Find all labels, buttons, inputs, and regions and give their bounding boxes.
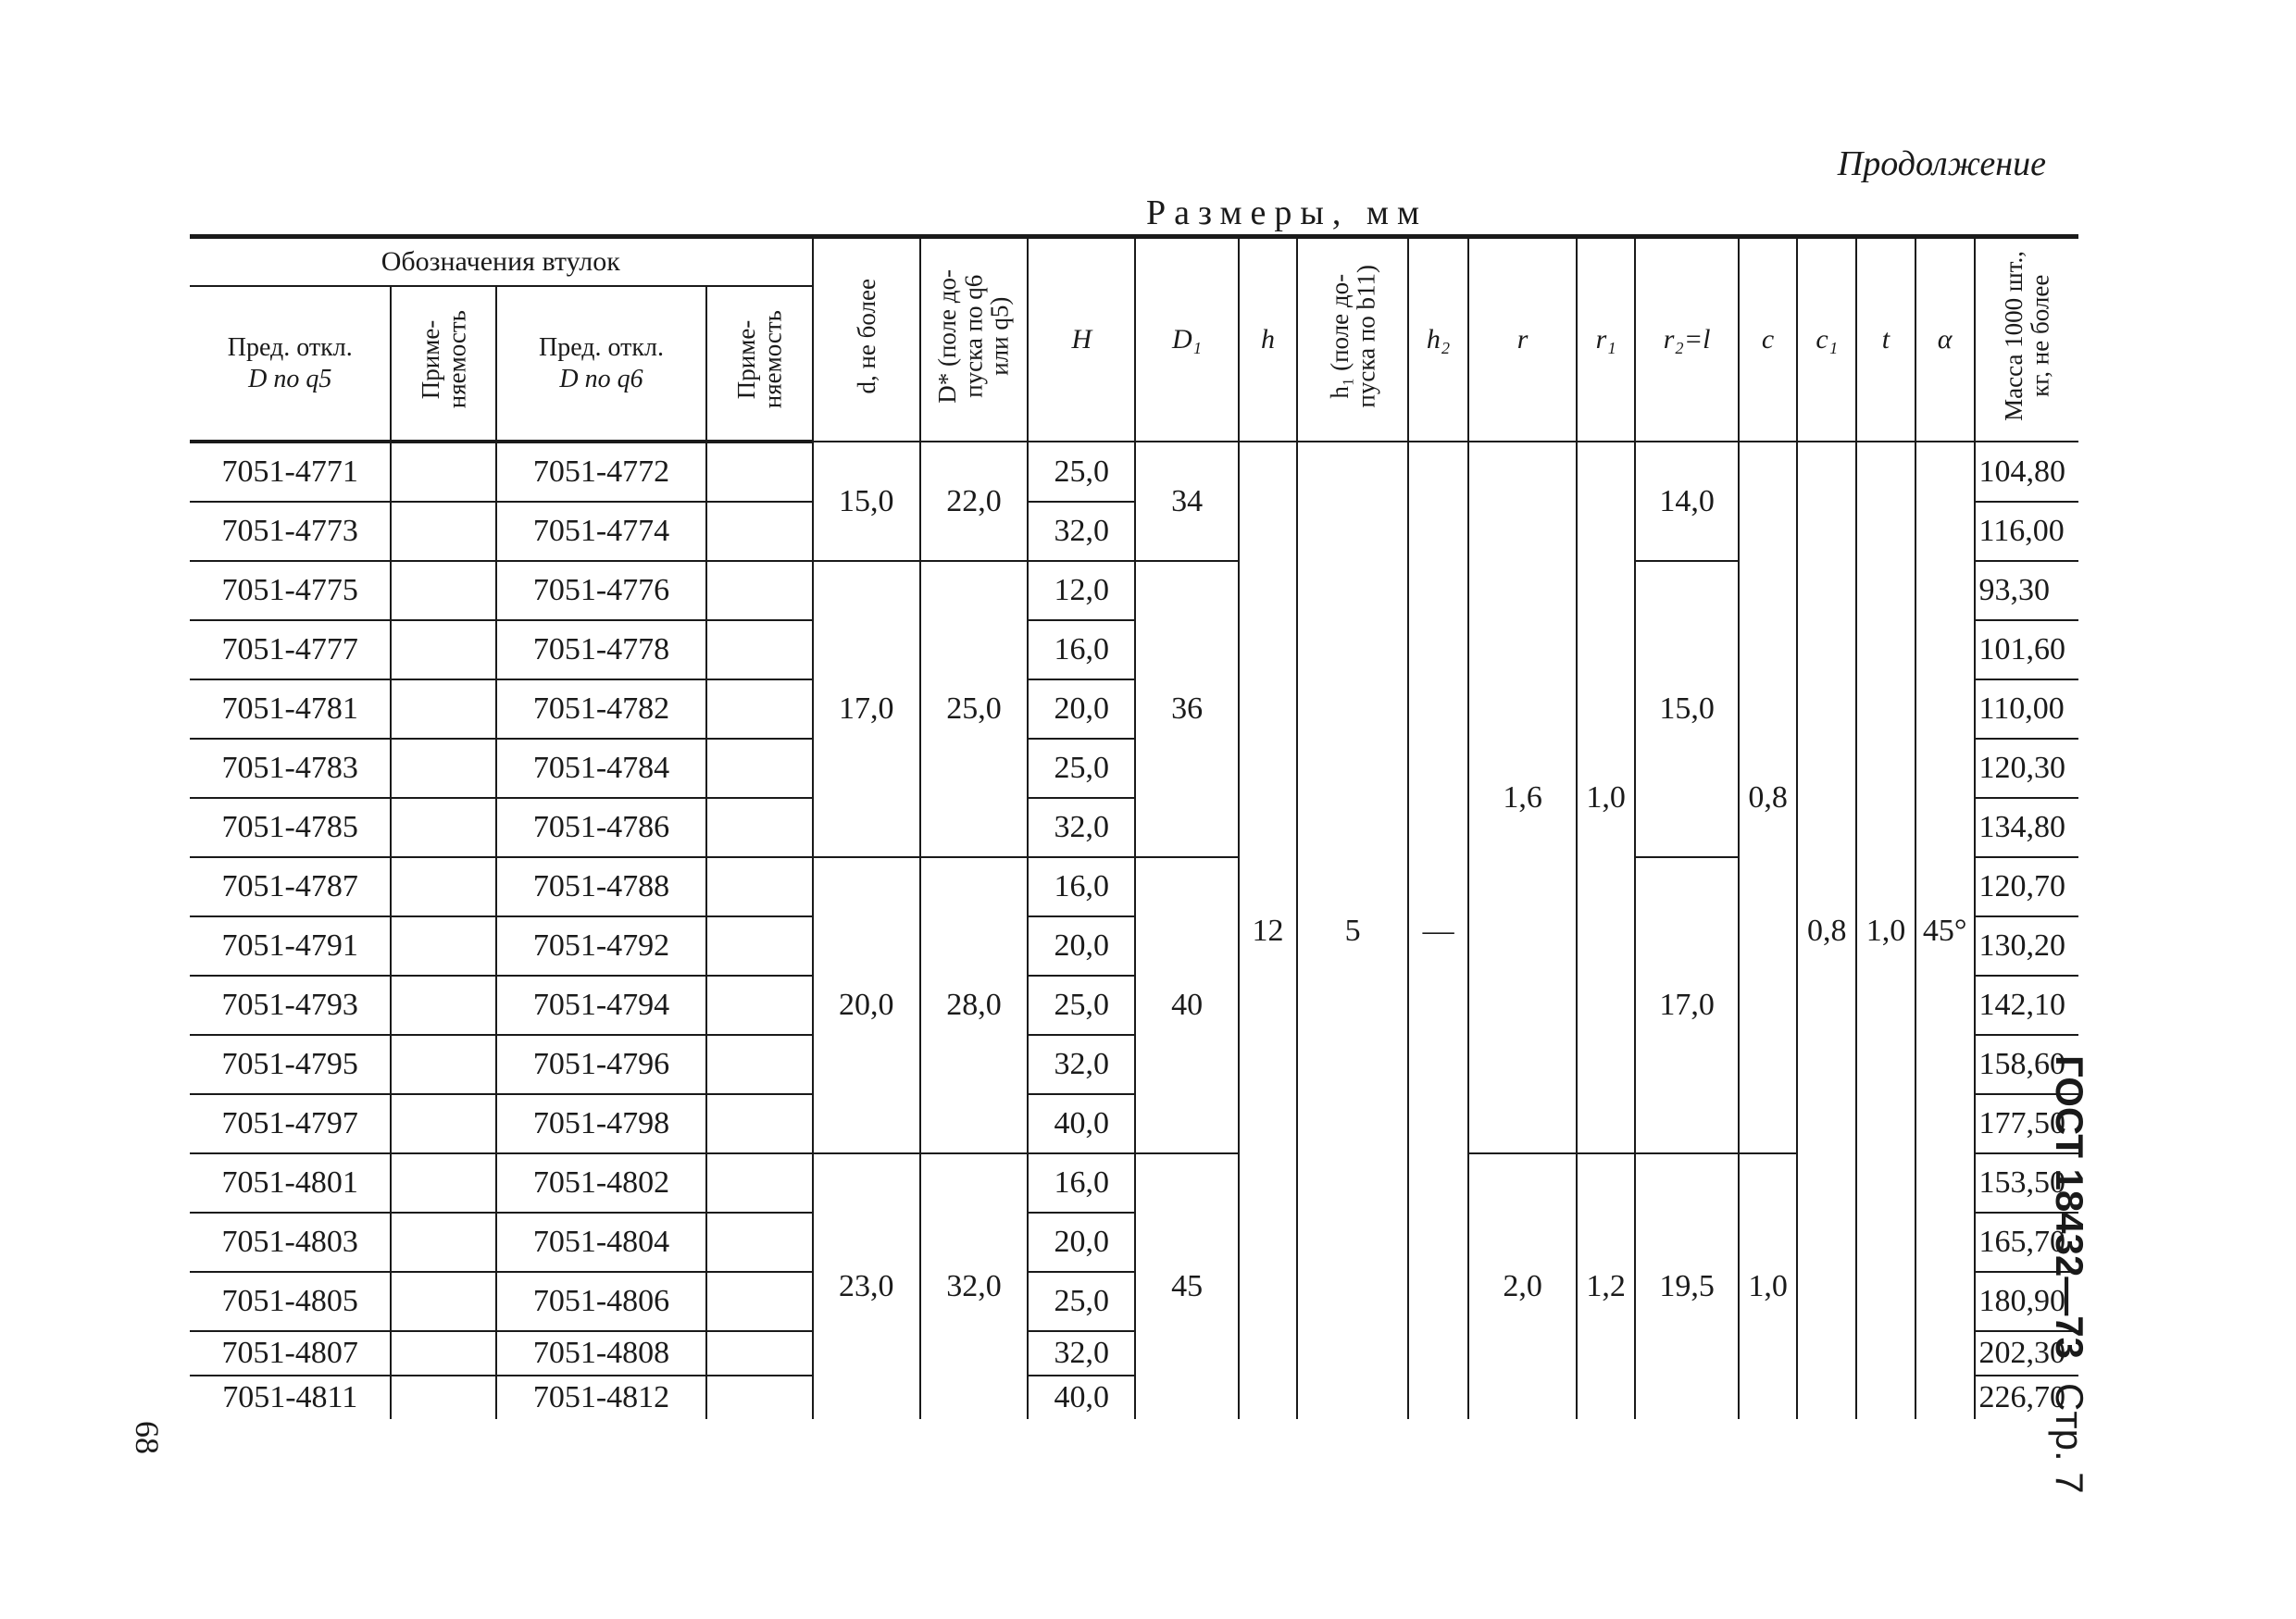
designation-q5: 7051-4781 — [190, 679, 391, 739]
continuation-label: Продолжение — [1837, 144, 2046, 183]
H-value: 25,0 — [1028, 442, 1135, 502]
mass-value: 120,30 — [1975, 739, 2078, 798]
header-h2: h₂ — [1408, 237, 1469, 442]
designation-q5: 7051-4783 — [190, 739, 391, 798]
applicability-cell — [391, 1331, 495, 1376]
designation-q6: 7051-4772 — [496, 442, 707, 502]
mass-value: 202,30 — [1975, 1331, 2078, 1376]
applicability-cell — [706, 442, 812, 502]
header-q5-deviation: Пред. откл. D по q5 — [190, 286, 391, 442]
r1-value: 1,2 — [1577, 1153, 1636, 1419]
applicability-cell — [391, 798, 495, 857]
dstar-value: 32,0 — [920, 1153, 1028, 1419]
designation-q6: 7051-4794 — [496, 976, 707, 1035]
c1-value: 0,8 — [1797, 442, 1856, 1419]
c-value: 0,8 — [1739, 442, 1798, 1153]
designation-q6: 7051-4808 — [496, 1331, 707, 1376]
D1-value: 40 — [1135, 857, 1238, 1153]
H-value: 12,0 — [1028, 561, 1135, 620]
mass-value: 158,60 — [1975, 1035, 2078, 1094]
designation-q5: 7051-4793 — [190, 976, 391, 1035]
designation-q6: 7051-4778 — [496, 620, 707, 679]
d-value: 15,0 — [813, 442, 920, 561]
D1-value: 45 — [1135, 1153, 1238, 1419]
designation-q5: 7051-4803 — [190, 1213, 391, 1272]
header-mass: Масса 1000 шт., кг, не более — [1975, 237, 2078, 442]
applicability-cell — [391, 620, 495, 679]
mass-value: 180,90 — [1975, 1272, 2078, 1331]
designation-q5: 7051-4775 — [190, 561, 391, 620]
designation-q5: 7051-4787 — [190, 857, 391, 916]
designation-q5: 7051-4795 — [190, 1035, 391, 1094]
d-value: 17,0 — [813, 561, 920, 857]
applicability-cell — [706, 1094, 812, 1153]
designation-q5: 7051-4777 — [190, 620, 391, 679]
applicability-cell — [391, 857, 495, 916]
r-value: 2,0 — [1468, 1153, 1576, 1419]
header-c: c — [1739, 237, 1798, 442]
mass-value: 177,50 — [1975, 1094, 2078, 1153]
r2-value: 14,0 — [1635, 442, 1738, 561]
r2-value: 19,5 — [1635, 1153, 1738, 1419]
designation-q6: 7051-4798 — [496, 1094, 707, 1153]
H-value: 25,0 — [1028, 976, 1135, 1035]
designation-q6: 7051-4774 — [496, 502, 707, 561]
applicability-cell — [706, 739, 812, 798]
designation-q5: 7051-4791 — [190, 916, 391, 976]
alpha-value: 45° — [1915, 442, 1975, 1419]
applicability-cell — [706, 620, 812, 679]
mass-value: 226,70 — [1975, 1376, 2078, 1419]
designation-q6: 7051-4776 — [496, 561, 707, 620]
designation-q5: 7051-4773 — [190, 502, 391, 561]
H-value: 32,0 — [1028, 502, 1135, 561]
applicability-cell — [391, 502, 495, 561]
applicability-cell — [706, 502, 812, 561]
applicability-cell — [706, 679, 812, 739]
applicability-cell — [706, 976, 812, 1035]
designation-q6: 7051-4788 — [496, 857, 707, 916]
H-value: 20,0 — [1028, 1213, 1135, 1272]
h-value: 12 — [1239, 442, 1298, 1419]
applicability-cell — [706, 561, 812, 620]
r2-value: 15,0 — [1635, 561, 1738, 857]
applicability-cell — [706, 1153, 812, 1213]
H-value: 20,0 — [1028, 916, 1135, 976]
d-value: 20,0 — [813, 857, 920, 1153]
applicability-cell — [391, 1094, 495, 1153]
applicability-cell — [391, 561, 495, 620]
designation-q6: 7051-4786 — [496, 798, 707, 857]
header-D1: D₁ — [1135, 237, 1238, 442]
H-value: 25,0 — [1028, 739, 1135, 798]
H-value: 16,0 — [1028, 857, 1135, 916]
applicability-cell — [391, 1035, 495, 1094]
header-r: r — [1468, 237, 1576, 442]
H-value: 40,0 — [1028, 1094, 1135, 1153]
mass-value: 110,00 — [1975, 679, 2078, 739]
applicability-cell — [391, 739, 495, 798]
header-t: t — [1856, 237, 1915, 442]
designation-q6: 7051-4792 — [496, 916, 707, 976]
designation-q5: 7051-4811 — [222, 1380, 358, 1414]
mass-value: 130,20 — [1975, 916, 2078, 976]
designation-q5: 7051-4805 — [190, 1272, 391, 1331]
D1-value: 34 — [1135, 442, 1238, 561]
header-h: h — [1239, 237, 1298, 442]
header-q5-applicability: Приме- няемость — [391, 286, 495, 442]
H-value: 32,0 — [1028, 1035, 1135, 1094]
H-value: 32,0 — [1028, 1331, 1135, 1376]
header-h1: h₁ (поле до- пуска по b11) — [1297, 237, 1407, 442]
header-H: H — [1028, 237, 1135, 442]
H-value: 25,0 — [1028, 1272, 1135, 1331]
standard-side-label — [2039, 1055, 2100, 1494]
applicability-cell — [391, 916, 495, 976]
applicability-cell — [391, 442, 495, 502]
header-d: d, не более — [813, 237, 920, 442]
applicability-cell — [391, 1376, 495, 1419]
designation-q5: 7051-4785 — [190, 798, 391, 857]
r-value: 1,6 — [1468, 442, 1576, 1153]
designation-q5: 7051-4797 — [190, 1094, 391, 1153]
designation-q6: 7051-4812 — [496, 1376, 707, 1419]
applicability-cell — [391, 1272, 495, 1331]
H-value: 16,0 — [1028, 1153, 1135, 1213]
designation-q5: 7051-4771 — [190, 442, 391, 502]
designation-q6: 7051-4782 — [496, 679, 707, 739]
header-alpha: α — [1915, 237, 1975, 442]
applicability-cell — [706, 1272, 812, 1331]
designation-q6: 7051-4802 — [496, 1153, 707, 1213]
header-c1: c₁ — [1797, 237, 1856, 442]
header-dstar: D* (поле до- пуска по q6 или q5) — [920, 237, 1028, 442]
mass-value: 104,80 — [1975, 442, 2078, 502]
dstar-value: 28,0 — [920, 857, 1028, 1153]
applicability-cell — [391, 679, 495, 739]
applicability-cell — [706, 1035, 812, 1094]
mass-value: 165,70 — [1975, 1213, 2078, 1272]
header-r1: r₁ — [1577, 237, 1636, 442]
standard-number: ГОСТ 18432—73 — [2048, 1055, 2091, 1360]
header-q6-deviation: Пред. откл. D по q6 — [496, 286, 707, 442]
c-value: 1,0 — [1739, 1153, 1798, 1419]
applicability-cell — [706, 916, 812, 976]
dstar-value: 22,0 — [920, 442, 1028, 561]
mass-value: 93,30 — [1975, 561, 2078, 620]
applicability-cell — [391, 976, 495, 1035]
d-value: 23,0 — [813, 1153, 920, 1419]
designation-q6: 7051-4796 — [496, 1035, 707, 1094]
r1-value: 1,0 — [1577, 442, 1636, 1153]
applicability-cell — [706, 798, 812, 857]
designation-q6: 7051-4784 — [496, 739, 707, 798]
mass-value: 101,60 — [1975, 620, 2078, 679]
bushings-table — [190, 234, 2078, 1419]
r2-value: 17,0 — [1635, 857, 1738, 1153]
designation-q6: 7051-4806 — [496, 1272, 707, 1331]
side-page: Стр. 7 — [2048, 1383, 2091, 1494]
applicability-cell — [706, 1331, 812, 1376]
header-r2: r₂=l — [1635, 237, 1738, 442]
applicability-cell — [391, 1153, 495, 1213]
applicability-cell — [706, 1213, 812, 1272]
designation-q5: 7051-4801 — [190, 1153, 391, 1213]
dstar-value: 25,0 — [920, 561, 1028, 857]
h1-value: 5 — [1297, 442, 1407, 1419]
h2-value: — — [1408, 442, 1469, 1419]
H-value: 16,0 — [1028, 620, 1135, 679]
header-designations: Обозначения втулок — [190, 237, 813, 287]
mass-value: 116,00 — [1975, 502, 2078, 561]
mass-value: 134,80 — [1975, 798, 2078, 857]
designation-q6: 7051-4804 — [496, 1213, 707, 1272]
applicability-cell — [706, 857, 812, 916]
mass-value: 153,50 — [1975, 1153, 2078, 1213]
applicability-cell — [391, 1213, 495, 1272]
page-number: 68 — [129, 1421, 166, 1454]
sizes-caption: Размеры, мм — [1145, 193, 1428, 232]
designation-q5: 7051-4807 — [190, 1331, 391, 1376]
H-value: 40,0 — [1028, 1376, 1135, 1419]
header-q6-applicability: Приме- няемость — [706, 286, 812, 442]
mass-value: 142,10 — [1975, 976, 2078, 1035]
mass-value: 120,70 — [1975, 857, 2078, 916]
H-value: 32,0 — [1028, 798, 1135, 857]
D1-value: 36 — [1135, 561, 1238, 857]
applicability-cell — [706, 1376, 812, 1419]
t-value: 1,0 — [1856, 442, 1915, 1419]
H-value: 20,0 — [1028, 679, 1135, 739]
